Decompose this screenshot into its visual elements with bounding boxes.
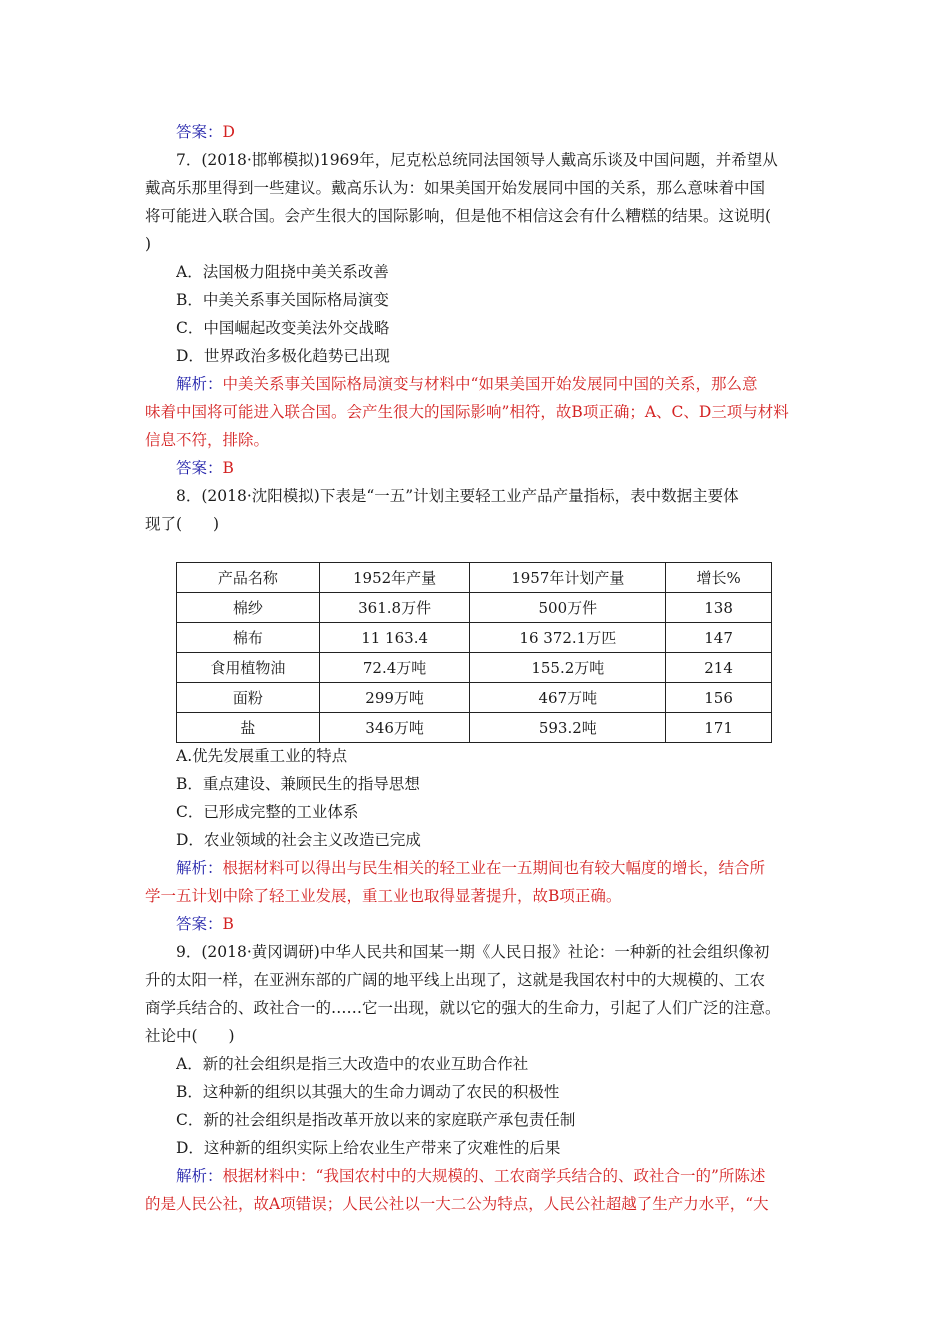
table-cell: 棉纱: [177, 593, 320, 623]
q7-option-a: A．法国极力阻挠中美关系改善: [176, 263, 389, 281]
table-cell: 11 163.4: [319, 623, 470, 653]
table-header-cell: 增长%: [666, 563, 772, 593]
table-row: [177, 593, 772, 623]
q9-option-b: B．这种新的组织以其强大的生命力调动了农民的积极性: [176, 1083, 560, 1101]
table-cell: 16 372.1万匹: [470, 623, 666, 653]
q8-option-c: C．已形成完整的工业体系: [176, 803, 359, 821]
analysis-label: 解析：: [176, 1167, 223, 1185]
answer-label: 答案：: [176, 459, 223, 477]
q8-analysis-line-1: [176, 854, 816, 882]
q8-option-d: D．农业领域的社会主义改造已完成: [176, 831, 421, 849]
table-row: [177, 623, 772, 653]
table-cell: 361.8万件: [319, 593, 470, 623]
answer-value: D: [222, 123, 235, 141]
analysis-text: 根据材料可以得出与民生相关的轻工业在一五期间也有较大幅度的增长，结合所: [222, 859, 766, 877]
table-cell: 156: [666, 683, 772, 713]
q9-option-d: D．这种新的组织实际上给农业生产带来了灾难性的后果: [176, 1139, 561, 1157]
answer-value: B: [222, 459, 234, 477]
table-cell: 面粉: [177, 683, 320, 713]
q9-analysis-line-2: 的是人民公社，故A项错误；人民公社以一大二公为特点，人民公社超越了生产力水平，“大: [145, 1195, 769, 1213]
q7-answer: [176, 454, 816, 482]
table-header-row: [177, 563, 772, 593]
q7-stem-line-2: 戴高乐那里得到一些建议。戴高乐认为：如果美国开始发展同中国的关系，那么意味着中国: [145, 179, 766, 197]
table-cell: 593.2吨: [470, 713, 666, 743]
q8-answer: [176, 910, 816, 938]
q9-analysis-line-1: [176, 1162, 816, 1190]
table-cell: 467万吨: [470, 683, 666, 713]
q8-analysis-line-2: 学一五计划中除了轻工业发展，重工业也取得显著提升，故B项正确。: [145, 887, 622, 905]
q8-stem-line-2: 现了( ): [145, 515, 220, 533]
table-cell: 299万吨: [319, 683, 470, 713]
table-header-cell: 1957年计划产量: [470, 563, 666, 593]
q9-stem-line-2: 升的太阳一样，在亚洲东部的广阔的地平线上出现了，这就是我国农村中的大规模的、工农: [145, 971, 766, 989]
analysis-text: 中美关系事关国际格局演变与材料中“如果美国开始发展同中国的关系，那么意: [222, 375, 758, 393]
q9-option-a: A．新的社会组织是指三大改造中的农业互助合作社: [176, 1055, 529, 1073]
table-row: [177, 683, 772, 713]
table-row: [177, 713, 772, 743]
q8-stem-line-1: 8．(2018·沈阳模拟)下表是“一五”计划主要轻工业产品产量指标，表中数据主要体: [176, 487, 739, 505]
q7-option-b: B．中美关系事关国际格局演变: [176, 291, 389, 309]
answer-label: 答案：: [176, 123, 223, 141]
table-header-cell: 产品名称: [177, 563, 320, 593]
q9-option-c: C．新的社会组织是指改革开放以来的家庭联产承包责任制: [176, 1111, 576, 1129]
q7-analysis-line-1: [176, 370, 816, 398]
table-cell: 214: [666, 653, 772, 683]
production-table: [176, 562, 772, 743]
table-cell: 138: [666, 593, 772, 623]
table-cell: 500万件: [470, 593, 666, 623]
table-cell: 棉布: [177, 623, 320, 653]
q9-stem-line-1: 9．(2018·黄冈调研)中华人民共和国某一期《人民日报》社论：一种新的社会组织像初: [176, 943, 770, 961]
q7-analysis-line-3: 信息不符，排除。: [145, 431, 270, 449]
q8-option-a: A.优先发展重工业的特点: [176, 747, 348, 765]
table-header-cell: 1952年产量: [319, 563, 470, 593]
analysis-label: 解析：: [176, 859, 223, 877]
analysis-label: 解析：: [176, 375, 223, 393]
analysis-text: 根据材料中：“我国农村中的大规模的、工农商学兵结合的、政社合一的”所陈述: [222, 1167, 766, 1185]
q9-stem-line-3: 商学兵结合的、政社合一的……它一出现，就以它的强大的生命力，引起了人们广泛的注意。: [145, 999, 781, 1017]
table-cell: 171: [666, 713, 772, 743]
table-row: [177, 653, 772, 683]
table-cell: 346万吨: [319, 713, 470, 743]
answer-label: 答案：: [176, 915, 223, 933]
table-cell: 155.2万吨: [470, 653, 666, 683]
table-cell: 食用植物油: [177, 653, 320, 683]
q7-option-d: D．世界政治多极化趋势已出现: [176, 347, 390, 365]
table-cell: 盐: [177, 713, 320, 743]
q7-option-c: C．中国崛起改变美法外交战略: [176, 319, 390, 337]
table-cell: 72.4万吨: [319, 653, 470, 683]
q6-answer: [176, 118, 816, 146]
answer-value: B: [222, 915, 234, 933]
q8-option-b: B．重点建设、兼顾民生的指导思想: [176, 775, 420, 793]
q7-analysis-line-2: 味着中国将可能进入联合国。会产生很大的国际影响”相符，故B项正确；A、C、D三项与材料: [145, 403, 789, 421]
q7-stem-line-1: 7．(2018·邯郸模拟)1969年，尼克松总统同法国领导人戴高乐谈及中国问题，并希望从: [176, 151, 778, 169]
table-cell: 147: [666, 623, 772, 653]
q7-stem-line-4: ): [145, 235, 152, 253]
q9-stem-line-4: 社论中( ): [145, 1027, 235, 1045]
q7-stem-line-3: 将可能进入联合国。会产生很大的国际影响，但是他不相信这会有什么糟糕的结果。这说明(: [145, 207, 772, 225]
